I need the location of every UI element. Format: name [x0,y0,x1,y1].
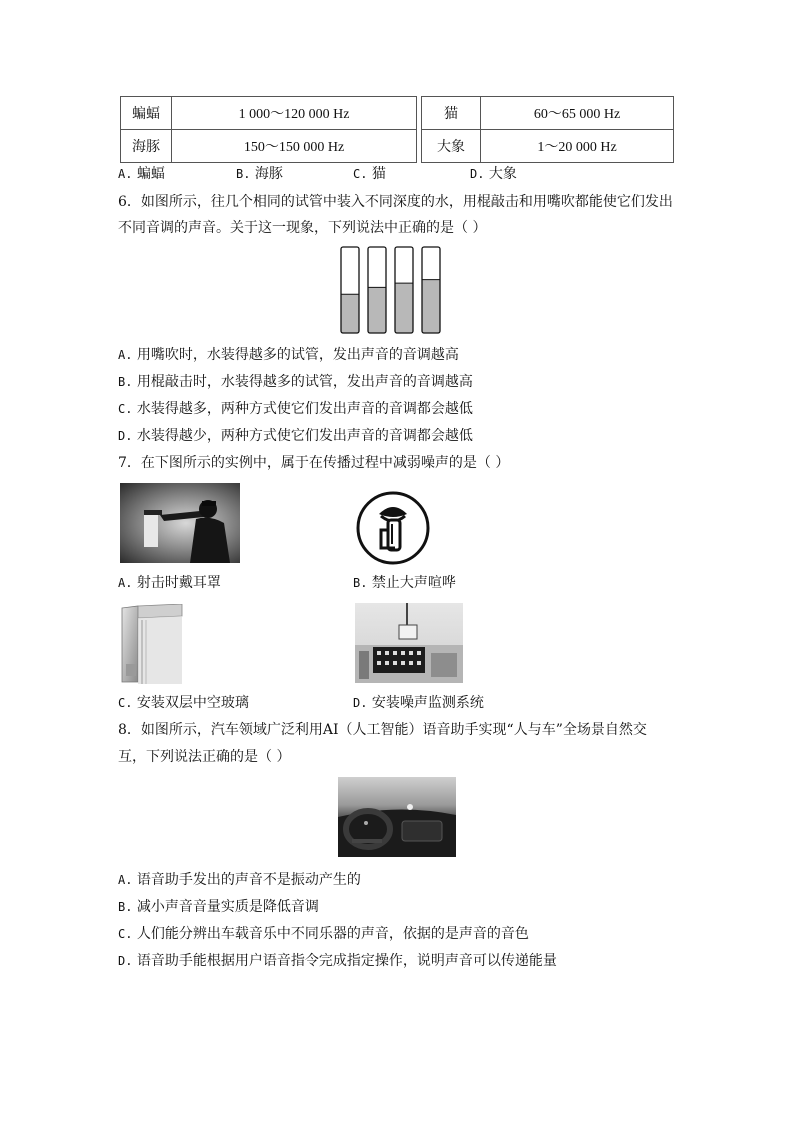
q7-stem: 7．在下图所示的实例中，属于在传播过程中减弱噪声的是（ ） [118,455,510,471]
table-cell-range: 1～20 000 Hz [481,130,674,163]
table-cell-range: 60～65 000 Hz [481,97,674,130]
tube-water-1 [341,294,359,333]
q8-option-a[interactable]: A. 语音助手发出的声音不是振动产生的 [118,872,361,888]
q6-stem-line2: 不同音调的声音。关于这一现象，下列说法中正确的是（ ） [118,220,487,236]
table-cell-animal: 猫 [422,97,481,130]
car-voice-assistant-photo [338,777,456,857]
tube-water-4 [422,280,440,333]
q7-option-c[interactable]: C. 安装双层中空玻璃 [118,695,249,711]
table-cell-animal: 大象 [422,130,481,163]
q5-option-d[interactable]: D. 大象 [470,166,517,182]
q5-option-c[interactable]: C. 猫 [353,166,386,182]
table-cell-animal: 蝙蝠 [121,97,172,130]
q8-stem-line2: 互，下列说法正确的是（ ） [118,749,291,765]
table-cell-animal: 海豚 [121,130,172,163]
double-glazing-photo [120,604,186,684]
q7-option-d[interactable]: D. 安装噪声监测系统 [353,695,484,711]
q8-option-c[interactable]: C. 人们能分辨出车载音乐中不同乐器的声音，依据的是声音的音色 [118,926,529,942]
q6-option-c[interactable]: C. 水装得越多，两种方式使它们发出声音的音调都会越低 [118,401,473,417]
shooter-earmuff-photo [120,483,240,563]
q6-stem-line1: 6．如图所示，往几个相同的试管中装入不同深度的水，用棍敲击和用嘴吹都能使它们发出 [118,194,673,210]
table-cell-range: 1 000～120 000 Hz [172,97,417,130]
q7-option-a[interactable]: A. 射击时戴耳罩 [118,575,221,591]
q6-option-b[interactable]: B. 用棍敲击时，水装得越多的试管，发出声音的音调越高 [118,374,473,390]
q8-option-d[interactable]: D. 语音助手能根据用户语音指令完成指定操作，说明声音可以传递能量 [118,953,557,969]
q5-option-b[interactable]: B. 海豚 [236,166,283,182]
test-tubes-figure [336,244,458,336]
no-loud-noise-sign-icon [355,490,431,566]
tube-water-3 [395,283,413,333]
table-row [121,130,674,163]
q7-option-b[interactable]: B. 禁止大声喧哗 [353,575,456,591]
tube-water-2 [368,287,386,333]
q6-option-d[interactable]: D. 水装得越少，两种方式使它们发出声音的音调都会越低 [118,428,473,444]
noise-monitor-photo [355,603,463,683]
hearing-range-table [120,96,674,163]
table-row [121,97,674,130]
q5-options [118,163,678,183]
table-cell-range: 150～150 000 Hz [172,130,417,163]
q5-option-a[interactable]: A. 蝙蝠 [118,166,165,182]
q6-option-a[interactable]: A. 用嘴吹时，水装得越多的试管，发出声音的音调越高 [118,347,459,363]
q8-stem-line1: 8．如图所示，汽车领域广泛利用AI（人工智能）语音助手实现“人与车”全场景自然交 [118,722,647,738]
q8-option-b[interactable]: B. 减小声音音量实质是降低音调 [118,899,319,915]
